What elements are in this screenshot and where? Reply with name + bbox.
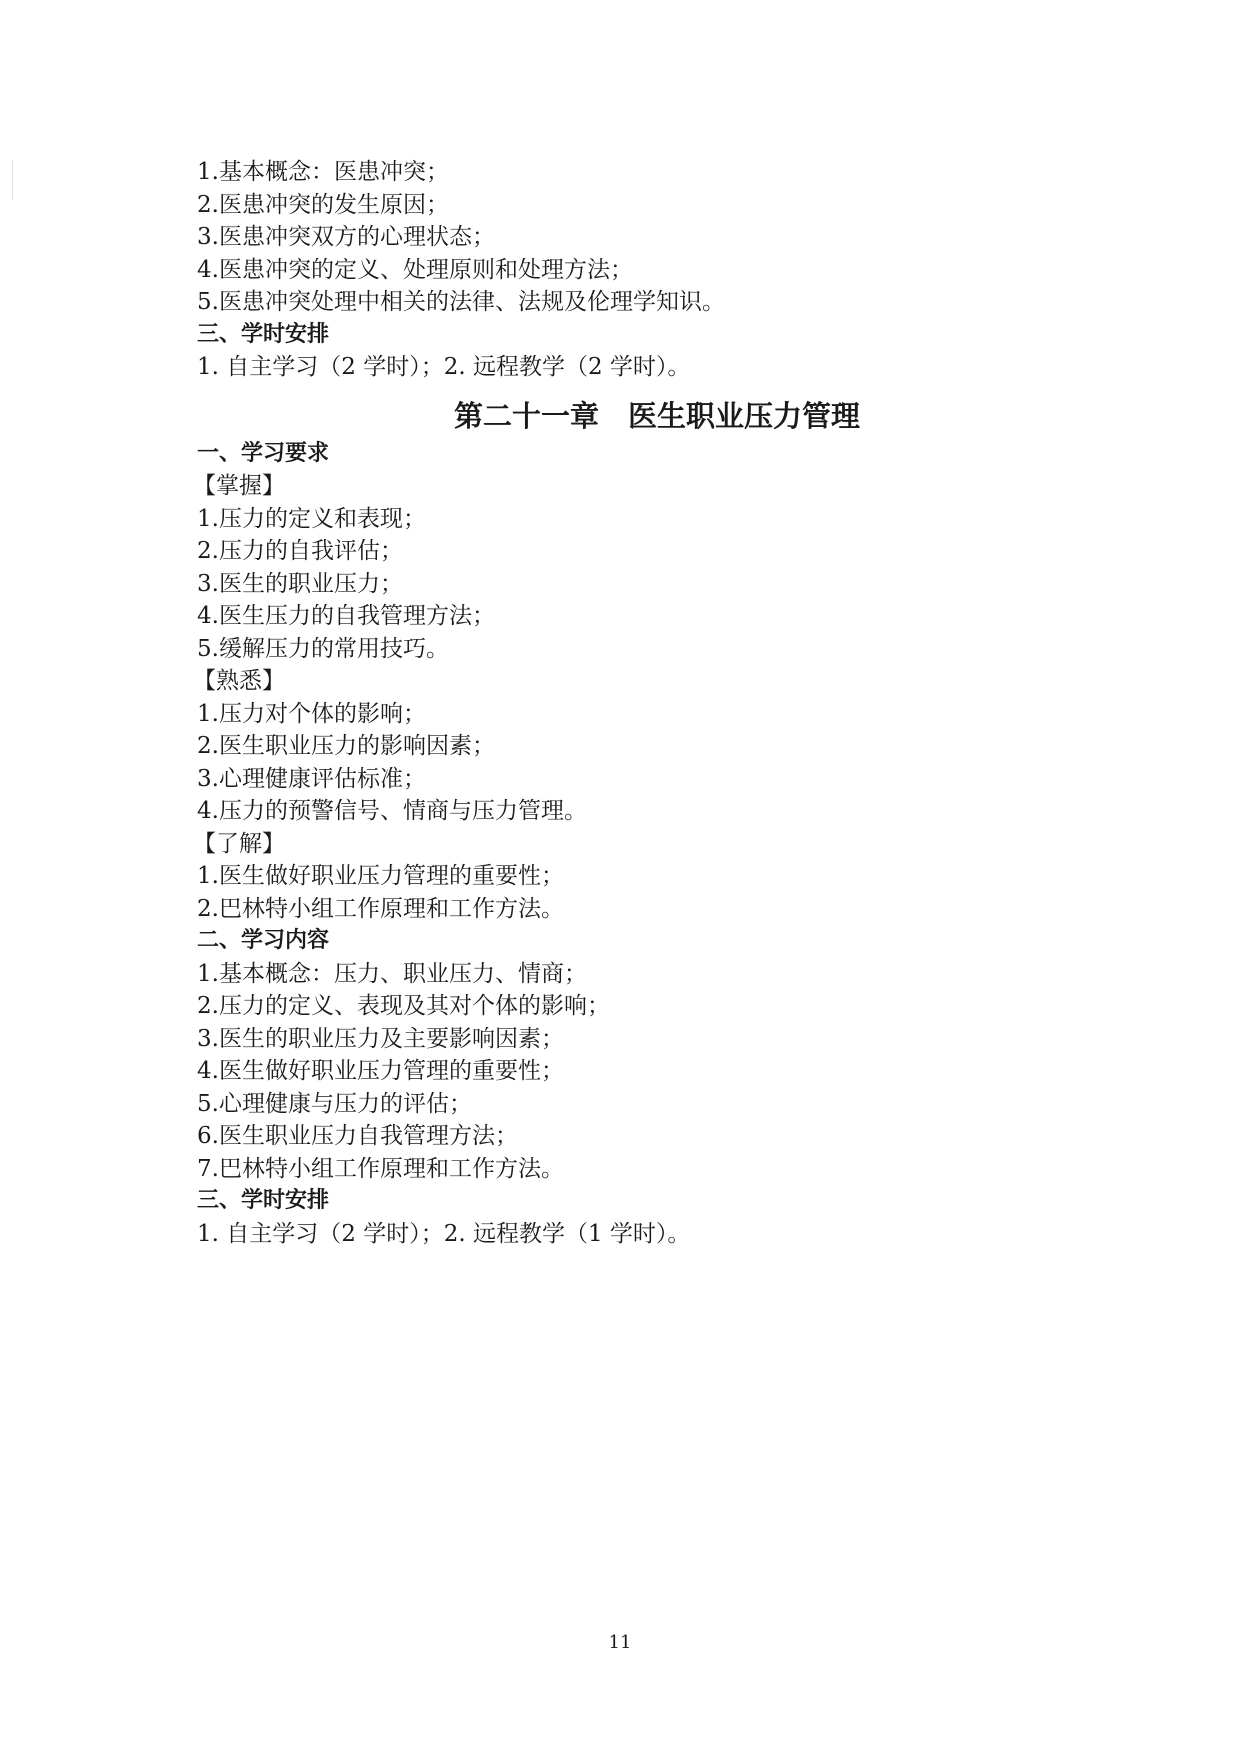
list-item: 3.医患冲突双方的心理状态；: [197, 224, 495, 250]
list-item: 2.医生职业压力的影响因素；: [197, 733, 495, 759]
list-item: 5.缓解压力的常用技巧。: [197, 635, 449, 662]
list-item: 1.基本概念：压力、职业压力、情商；: [197, 960, 587, 987]
section-heading-content: 二、学习内容: [197, 928, 330, 953]
page-content: [193, 156, 1057, 1250]
list-item: 1.压力对个体的影响；: [197, 700, 426, 727]
list-item: 1.基本概念：医患冲突；: [197, 159, 449, 185]
chapter-title: 第二十一章 医生职业压力管理: [453, 398, 860, 433]
list-item: 5.心理健康与压力的评估；: [197, 1090, 472, 1117]
list-item: 3.心理健康评估标准；: [197, 765, 426, 792]
list-item: 2.压力的定义、表现及其对个体的影响；: [197, 993, 610, 1019]
list-item: 4.医患冲突的定义、处理原则和处理方法；: [197, 256, 633, 283]
list-item: 2.压力的自我评估；: [197, 538, 403, 564]
list-item: 4.医生做好职业压力管理的重要性；: [197, 1058, 564, 1084]
list-item: 1.压力的定义和表现；: [197, 505, 426, 532]
label-understand: 【了解】: [193, 830, 285, 857]
section-heading-schedule: 三、学时安排: [197, 1188, 330, 1213]
list-item: 7.巴林特小组工作原理和工作方法。: [197, 1155, 564, 1182]
section-heading-requirements: 一、学习要求: [197, 440, 330, 466]
label-familiar: 【熟悉】: [193, 668, 285, 694]
label-master: 【掌握】: [193, 473, 285, 499]
list-item: 5.医患冲突处理中相关的法律、法规及伦理学知识。: [197, 289, 725, 315]
schedule-text: 1. 自主学习（2 学时）；2. 远程教学（2 学时）。: [197, 354, 691, 380]
schedule-text: 1. 自主学习（2 学时）；2. 远程教学（1 学时）。: [197, 1220, 691, 1247]
list-item: 4.压力的预警信号、情商与压力管理。: [197, 798, 587, 824]
list-item: 3.医生的职业压力及主要影响因素；: [197, 1025, 564, 1052]
prev-section: [197, 156, 1057, 384]
list-item: 6.医生职业压力自我管理方法；: [197, 1123, 518, 1149]
list-item: 2.巴林特小组工作原理和工作方法。: [197, 895, 564, 922]
scan-margin-mark: [12, 160, 13, 200]
list-item: 1.医生做好职业压力管理的重要性；: [197, 863, 564, 889]
section-heading-schedule: 三、学时安排: [197, 321, 330, 347]
chapter-body: [193, 438, 1057, 1251]
list-item: 3.医生的职业压力；: [197, 570, 403, 597]
page-number: 11: [608, 1632, 632, 1653]
list-item: 2.医患冲突的发生原因；: [197, 191, 449, 218]
list-item: 4.医生压力的自我管理方法；: [197, 603, 495, 629]
